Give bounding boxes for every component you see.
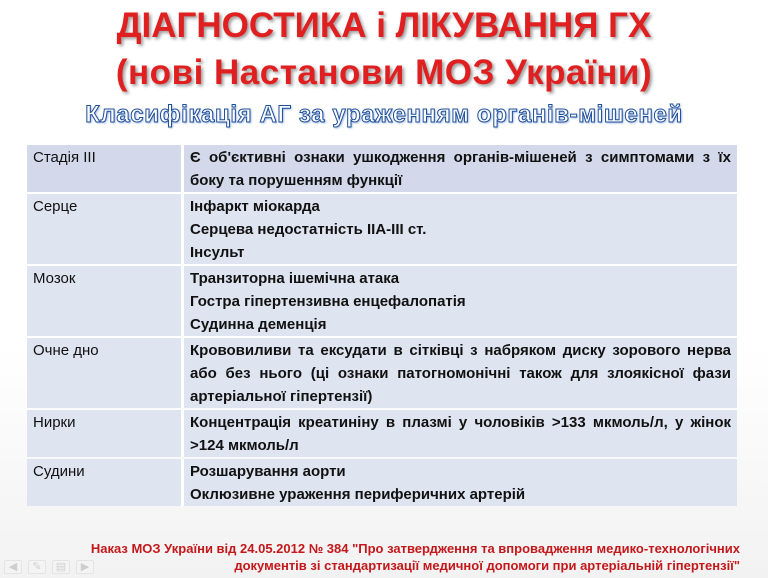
menu-icon[interactable]: ▤ [52,560,70,574]
table-row [27,459,737,506]
row-category: Мозок [27,266,181,336]
description-line: Розшарування аорти [190,463,346,480]
row-description [181,194,737,264]
row-description [181,338,737,408]
pen-icon[interactable]: ✎ [28,560,46,574]
description-line: Інфаркт міокарда [190,198,320,215]
table-row [27,266,737,336]
row-category: Нирки [27,410,181,457]
description-line: Є об'єктивні ознаки ушкодження органів-мішеней з симптомами з їх боку та порушенням функції [190,149,731,189]
row-category: Стадія ІІІ [27,145,181,192]
description-line: Гостра гіпертензивна енцефалопатія [190,293,466,310]
description-line: Оклюзивне ураження периферичних артерій [190,486,526,503]
table-row [27,410,737,457]
slide-title: ДІАГНОСТИКА і ЛІКУВАННЯ ГХ [116,6,652,45]
description-line: Інсульт [190,244,245,261]
row-description [181,145,737,192]
classification-table [27,143,737,508]
footer-order-line2: документів зі стандартизації медичної допомоги при артеріальній гіпертензії" [234,558,740,573]
table-row [27,145,737,192]
description-line: Серцева недостатність IIA-III ст. [190,221,427,238]
slideshow-toolbar [4,560,94,574]
row-category: Судини [27,459,181,506]
table-row [27,338,737,408]
row-description [181,459,737,506]
footer-order-line1: Наказ МОЗ України від 24.05.2012 № 384 "Про затвердження та впровадження медико-технологічних [90,541,740,556]
description-line: Концентрація креатиніну в плазмі у чоловіків >133 мкмоль/л, у жінок >124 мкмоль/л [190,414,731,454]
description-line: Судинна деменція [190,316,327,333]
row-description [181,266,737,336]
table-row [27,194,737,264]
description-line: Крововиливи та ексудати в сітківці з набряком диску зорового нерва або без нього (ці ознаки патогномонічні також для злоякісної фази артеріальної гіпертензії) [190,342,731,405]
next-arrow-icon[interactable]: ▶ [76,560,94,574]
row-category: Очне дно [27,338,181,408]
slide-title-subline: (нові Настанови МОЗ України) [115,53,653,92]
slide-subtitle: Класифікація АГ за ураженням органів-мішеней [85,101,683,128]
row-description [181,410,737,457]
row-category: Серце [27,194,181,264]
back-arrow-icon[interactable]: ◀ [4,560,22,574]
description-line: Транзиторна ішемічна атака [190,270,400,287]
